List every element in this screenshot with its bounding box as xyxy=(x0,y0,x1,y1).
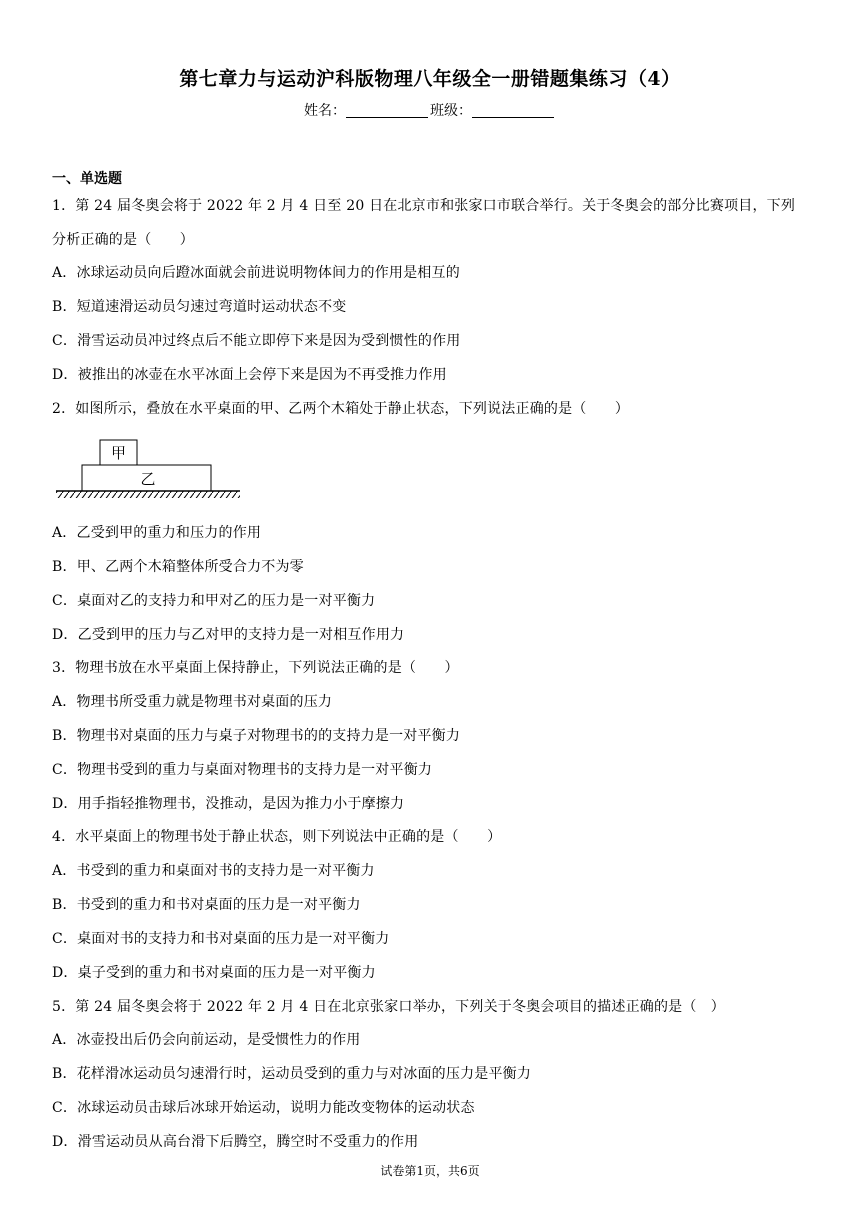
question-1-stem-line-2: 分析正确的是（ ） xyxy=(52,232,194,248)
question-3-option-c: C．物理书受到的重力与桌面对物理书的支持力是一对平衡力 xyxy=(52,762,433,778)
box-yi-label: 乙 xyxy=(140,470,156,488)
question-4-option-d: D．桌子受到的重力和书对桌面的压力是一对平衡力 xyxy=(52,965,376,981)
question-1-option-d: D．被推出的冰壶在水平冰面上会停下来是因为不再受推力作用 xyxy=(52,367,447,383)
question-5-option-d: D．滑雪运动员从高台滑下后腾空，腾空时不受重力的作用 xyxy=(52,1134,419,1150)
table-hatching xyxy=(56,491,240,498)
question-5-option-b: B．花样滑冰运动员匀速滑行时，运动员受到的重力与对冰面的压力是平衡力 xyxy=(52,1066,532,1082)
question-2-option-c: C．桌面对乙的支持力和甲对乙的压力是一对平衡力 xyxy=(52,593,376,609)
page-title: 第七章力与运动沪科版物理八年级全一册错题集练习（4） xyxy=(179,68,681,90)
page-footer: 试卷第1页，共6页 xyxy=(380,1164,480,1178)
class-label: 班级： xyxy=(430,103,472,119)
question-4-option-b: B．书受到的重力和书对桌面的压力是一对平衡力 xyxy=(52,897,361,913)
name-blank[interactable] xyxy=(346,103,428,118)
box-jia-label: 甲 xyxy=(110,444,127,462)
question-3-option-d: D．用手指轻推物理书，没推动，是因为推力小于摩擦力 xyxy=(52,796,405,812)
question-1-option-a: A．冰球运动员向后蹬冰面就会前进说明物体间力的作用是相互的 xyxy=(52,265,460,281)
class-blank[interactable] xyxy=(472,103,554,118)
question-3-stem: 3．物理书放在水平桌面上保持静止，下列说法正确的是（ ） xyxy=(52,660,459,676)
question-1-option-b: B．短道速滑运动员匀速过弯道时运动状态不变 xyxy=(52,299,347,315)
question-2-option-b: B．甲、乙两个木箱整体所受合力不为零 xyxy=(52,559,304,575)
question-4-stem: 4．水平桌面上的物理书处于静止状态，则下列说法中正确的是（ ） xyxy=(52,829,502,845)
name-label: 姓名： xyxy=(304,103,346,119)
question-5-stem: 5．第 24 届冬奥会将于 2022 年 2 月 4 日在北京张家口举办，下列关于冬奥会项目的描述正确的是（ ） xyxy=(52,999,725,1015)
question-3-option-a: A．物理书所受重力就是物理书对桌面的压力 xyxy=(52,694,333,710)
question-2-stem: 2．如图所示，叠放在水平桌面的甲、乙两个木箱处于静止状态，下列说法正确的是（ ） xyxy=(52,401,630,417)
question-5-option-a: A．冰壶投出后仍会向前运动，是受惯性力的作用 xyxy=(52,1032,361,1048)
question-1-option-c: C．滑雪运动员冲过终点后不能立即停下来是因为受到惯性的作用 xyxy=(52,333,461,349)
question-4-option-c: C．桌面对书的支持力和书对桌面的压力是一对平衡力 xyxy=(52,931,390,947)
question-2-option-d: D．乙受到甲的压力与乙对甲的支持力是一对相互作用力 xyxy=(52,627,405,643)
question-4-option-a: A．书受到的重力和桌面对书的支持力是一对平衡力 xyxy=(52,863,375,879)
question-3-option-b: B．物理书对桌面的压力与桌子对物理书的的支持力是一对平衡力 xyxy=(52,728,461,744)
student-info-line xyxy=(0,100,860,120)
stacked-boxes-figure xyxy=(56,437,240,499)
question-2-option-a: A．乙受到甲的重力和压力的作用 xyxy=(52,525,262,541)
question-1-stem-line-1: 1．第 24 届冬奥会将于 2022 年 2 月 4 日至 20 日在北京市和张家口市联合举行。关于冬奥会的部分比赛项目，下列 xyxy=(52,198,796,214)
section-title: 一、单选题 xyxy=(52,171,122,187)
question-5-option-c: C．冰球运动员击球后冰球开始运动，说明力能改变物体的运动状态 xyxy=(52,1100,475,1116)
